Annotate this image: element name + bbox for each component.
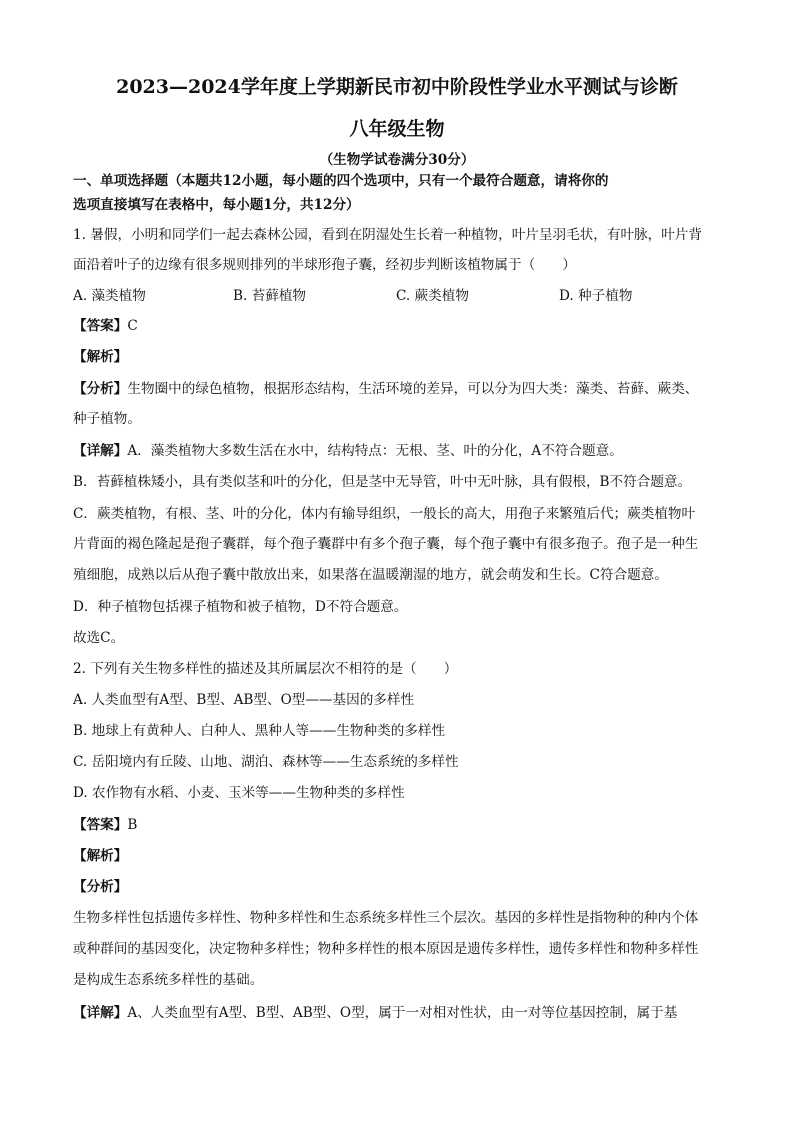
answer-label: 【答案】	[73, 817, 128, 833]
section-heading-line1: 一、单项选择题（本题共12小题，每小题的四个选项中，只有一个最符合题意，请将你的	[73, 173, 609, 189]
q1-detail-b: B．苔藓植株矮小，具有类似茎和叶的分化，但是茎中无导管，叶中无叶脉，具有假根，B不符合题意。	[73, 474, 692, 490]
q1-stem-line2: 面沿着叶子的边缘有很多规则排列的半球形孢子囊，经初步判断该植物属于（ ）	[73, 257, 576, 273]
q2-fenxi-line2: 或种群间的基因变化，决定物种多样性；物种多样性的根本原因是遗传多样性，遗传多样性和物种多样性	[73, 941, 699, 957]
q1-analysis-label: 【解析】	[73, 349, 128, 365]
score-note: （生物学试卷满分30分）	[319, 152, 475, 168]
q2-detail-line1	[73, 1004, 723, 1022]
q2-option-a: A. 人类血型有A型、B型、AB型、O型——基因的多样性	[73, 692, 415, 708]
q2-option-b: B. 地球上有黄种人、白种人、黑种人等——生物种类的多样性	[73, 723, 446, 739]
answer-value: C	[127, 318, 138, 334]
q1-stem-line1: 1. 暑假，小明和同学们一起去森林公园，看到在阴湿处生长着一种植物，叶片呈羽毛状，有叶脉，叶片背	[73, 227, 703, 243]
fenxi-label: 【分析】	[73, 381, 128, 397]
q2-analysis-label: 【解析】	[73, 848, 128, 864]
document-subtitle: 八年级生物	[349, 118, 445, 140]
detail-text: A．藻类植物大多数生活在水中，结构特点：无根、茎、叶的分化，A不符合题意。	[127, 443, 623, 459]
detail-text: A、人类血型有A型、B型、AB型、O型，属于一对相对性状，由一对等位基因控制，属于基	[127, 1005, 678, 1021]
answer-label: 【答案】	[73, 318, 128, 334]
q2-fenxi-label: 【分析】	[73, 879, 128, 895]
q1-option-b: B. 苔藓植物	[233, 288, 307, 304]
fenxi-text: 生物圈中的绿色植物，根据形态结构，生活环境的差异，可以分为四大类：藻类、苔藓、蕨类、	[127, 381, 699, 397]
answer-value: B	[127, 817, 138, 833]
q1-conclusion: 故选C。	[73, 630, 125, 646]
q1-fenxi-line2: 种子植物。	[73, 411, 141, 427]
section-heading-line2: 选项直接填写在表格中，每小题1分，共12分）	[73, 197, 360, 213]
q1-option-d: D. 种子植物	[559, 288, 633, 304]
q2-option-c: C. 岳阳境内有丘陵、山地、湖泊、森林等——生态系统的多样性	[73, 754, 459, 770]
q1-option-a: A. 藻类植物	[73, 288, 146, 304]
q1-answer	[73, 317, 723, 335]
q2-fenxi-line1: 生物多样性包括遗传多样性、物种多样性和生态系统多样性三个层次。基因的多样性是指物种的种内个体	[73, 910, 699, 926]
detail-label: 【详解】	[73, 1005, 128, 1021]
q2-fenxi-line3: 是构成生态系统多样性的基础。	[73, 972, 264, 988]
q1-option-c: C. 蕨类植物	[396, 288, 469, 304]
q1-detail-c2: 片背面的褐色隆起是孢子囊群，每个孢子囊群中有多个孢子囊，每个孢子囊中有很多孢子。孢子是一种生	[73, 536, 699, 552]
q1-detail-d: D．种子植物包括裸子植物和被子植物，D不符合题意。	[73, 599, 408, 615]
q1-detail-c1: C．蕨类植物，有根、茎、叶的分化，体内有输导组织，一般长的高大，用孢子来繁殖后代；蕨类植物叶	[73, 506, 696, 522]
q2-option-d: D. 农作物有水稻、小麦、玉米等——生物种类的多样性	[73, 785, 405, 801]
q2-answer	[73, 816, 723, 834]
detail-label: 【详解】	[73, 443, 128, 459]
q2-stem: 2. 下列有关生物多样性的描述及其所属层次不相符的是（ ）	[73, 661, 458, 677]
q1-detail-a	[73, 442, 723, 460]
q1-fenxi-line1	[73, 380, 723, 398]
q1-detail-c3: 殖细胞，成熟以后从孢子囊中散放出来，如果落在温暖潮湿的地方，就会萌发和生长。C符合题意。	[73, 567, 668, 583]
document-title: 2023—2024学年度上学期新民市初中阶段性学业水平测试与诊断	[116, 76, 678, 98]
